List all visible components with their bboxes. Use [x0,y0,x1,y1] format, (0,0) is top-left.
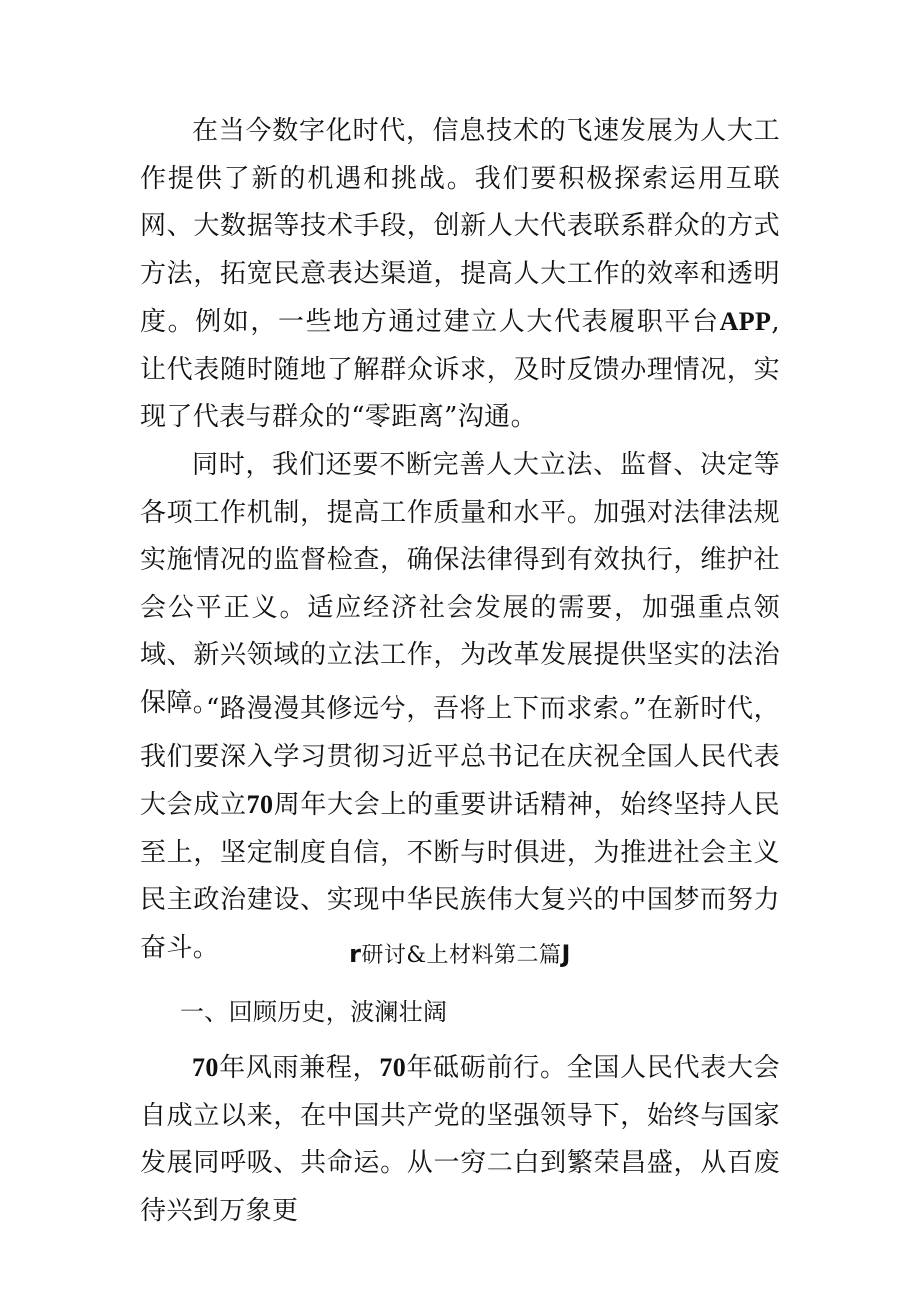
subtitle-open-bracket: r [349,940,362,968]
paragraph-history: 70年风雨兼程，70年砥砺前行。全国人民代表大会自成立以来，在中国共产党的坚强领导下，始终与国家发展同呼吸、共命运。从一穷二白到繁荣昌盛，从百废待兴到万象更 [140,1053,780,1226]
section-heading: 一、回顾历史，波澜壮阔 [180,998,448,1026]
paragraph-new-era-quote: “路漫漫其修远兮，吾将上下而求索。”在新时代，我们要深入学习贯彻习近平总书记在庆祝全国人民代表大会成立70周年大会上的重要讲话精神，始终坚持人民至上，坚定制度自信，不断与时俱进，为推进社会主义民主政治建设、实现中华民族伟大复兴的中国梦而努力奋斗。 [140,694,780,963]
subtitle-close-bracket: J [561,940,571,968]
subtitle-text: 研讨&上材料第二篇 [361,943,562,968]
paragraph-work-mechanisms: 同时，我们还要不断完善人大立法、监督、决定等各项工作机制，提高工作质量和水平。加强对法律法规实施情况的监督检查，确保法律得到有效执行，维护社会公平正义。适应经济社会发展的需要，加强重点领域、新兴领域的立法工作，为改革发展提供坚实的法治保障。 [140,450,780,718]
section-subtitle [0,934,920,976]
paragraph-digital-era: 在当今数字化时代，信息技术的飞速发展为人大工作提供了新的机遇和挑战。我们要积极探索运用互联网、大数据等技术手段，创新人大代表联系群众的方式方法，拓宽民意表达渠道，提高人大工作的效率和透明度。例如，一些地方通过建立人大代表履职平台APP,让代表随时随地了解群众诉求，及时反馈办理情况，实现了代表与群众的“零距离”沟通。 [140,116,780,432]
